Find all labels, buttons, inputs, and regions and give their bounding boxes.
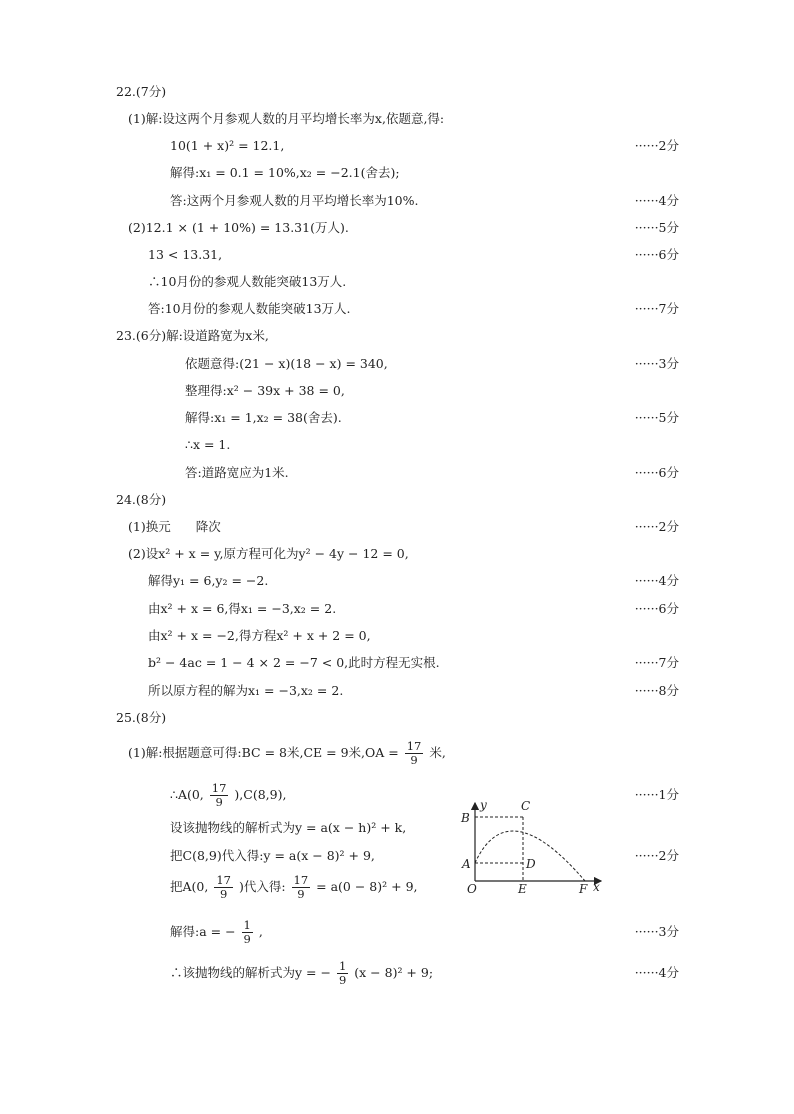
label-o: O [467, 882, 477, 896]
label-a: A [462, 857, 471, 871]
q22-line-4: 答:这两个月参观人数的月平均增长率为10%. [170, 193, 419, 208]
q25-line-6: 解得:a = − $\frac{1}{9}$ , [170, 917, 263, 946]
q25-line-3: 设该抛物线的解析式为y = a(x − h)² + k, [170, 820, 407, 835]
score-mark: ······6分 [634, 601, 679, 616]
q24-line-6: b² − 4ac = 1 − 4 × 2 = −7 < 0,此时方程无实根. [148, 655, 440, 670]
q25-line-7: ∴该抛物线的解析式为y = − $\frac{1}{9}$ (x − 8)² + 9; [170, 958, 434, 987]
fraction-1-9: $\frac{1}{9}$ [338, 958, 347, 987]
q25-line-2: ∴A(0, $\frac{17}{9}$ ),C(8,9), [170, 780, 287, 809]
fraction-17-9: $\frac{17}{9}$ [216, 872, 231, 901]
q23-line-5: ∴x = 1. [185, 437, 231, 452]
score-mark: ······5分 [634, 410, 679, 425]
label-f: F [579, 882, 588, 896]
score-mark: ······7分 [634, 655, 679, 670]
score-mark: ······4分 [634, 193, 679, 208]
q22-heading: 22.(7分) [116, 84, 167, 99]
q25-line-1: (1)解:根据题意可得:BC = 8米,CE = 9米,OA = $\frac{17}{9}$ 米, [128, 738, 446, 767]
q24-line-5: 由x² + x = −2,得方程x² + x + 2 = 0, [148, 628, 371, 643]
score-mark: ······3分 [634, 356, 679, 371]
label-y: y [480, 798, 487, 812]
label-b: B [461, 811, 470, 825]
parabola-curve [475, 831, 585, 881]
score-mark: ······7分 [634, 301, 679, 316]
score-mark: ······6分 [634, 465, 679, 480]
q23-line-1: 23.(6分)解:设道路宽为x米, [116, 328, 269, 343]
q24-heading: 24.(8分) [116, 492, 167, 507]
fraction-17-9: $\frac{17}{9}$ [406, 738, 422, 767]
label-x: x [593, 880, 600, 894]
score-mark: ······4分 [634, 573, 679, 588]
q22-line-6: 13 < 13.31, [148, 247, 223, 262]
q25-line-4: 把C(8,9)代入得:y = a(x − 8)² + 9, [170, 848, 375, 863]
q22-line-2: 10(1 + x)² = 12.1, [170, 138, 285, 153]
q24-line-2: (2)设x² + x = y,原方程可化为y² − 4y − 12 = 0, [128, 546, 409, 561]
score-mark: ······5分 [634, 220, 679, 235]
q23-line-6: 答:道路宽应为1米. [185, 465, 289, 480]
q25-heading: 25.(8分) [116, 710, 167, 725]
score-mark: ······4分 [634, 965, 679, 980]
q22-line-8: 答:10月份的参观人数能突破13万人. [148, 301, 351, 316]
q22-line-3: 解得:x₁ = 0.1 = 10%,x₂ = −2.1(舍去); [170, 165, 400, 180]
fraction-17-9: $\frac{17}{9}$ [293, 872, 309, 901]
label-c: C [521, 799, 531, 813]
q22-line-1: (1)解:设这两个月参观人数的月平均增长率为x,依题意,得: [128, 111, 445, 126]
q24-line-3: 解得y₁ = 6,y₂ = −2. [148, 573, 269, 588]
score-mark: ······2分 [634, 138, 679, 153]
score-mark: ······2分 [634, 519, 679, 534]
score-mark: ······1分 [634, 787, 679, 802]
label-e: E [518, 882, 527, 896]
q24-line-7: 所以原方程的解为x₁ = −3,x₂ = 2. [148, 683, 344, 698]
label-d: D [526, 857, 536, 871]
q23-line-3: 整理得:x² − 39x + 38 = 0, [185, 383, 345, 398]
fraction-17-9: $\frac{17}{9}$ [211, 780, 227, 809]
fraction-1-9: $\frac{1}{9}$ [243, 917, 251, 946]
q22-line-5: (2)12.1 × (1 + 10%) = 13.31(万人). [128, 220, 349, 235]
score-mark: ······8分 [634, 683, 679, 698]
score-mark: ······6分 [634, 247, 679, 262]
q22-line-7: ∴10月份的参观人数能突破13万人. [148, 274, 347, 289]
q24-line-4: 由x² + x = 6,得x₁ = −3,x₂ = 2. [148, 601, 337, 616]
score-mark: ······3分 [634, 924, 679, 939]
q25-line-5: 把A(0, $\frac{17}{9}$ )代入得: $\frac{17}{9}$ = a(0 − 8)² + 9, [170, 872, 418, 901]
score-mark: ······2分 [634, 848, 679, 863]
q23-line-2: 依题意得:(21 − x)(18 − x) = 340, [185, 356, 388, 371]
parabola-figure [455, 795, 615, 900]
q23-line-4: 解得:x₁ = 1,x₂ = 38(舍去). [185, 410, 342, 425]
q24-line-1: (1)换元 降次 [128, 519, 221, 534]
